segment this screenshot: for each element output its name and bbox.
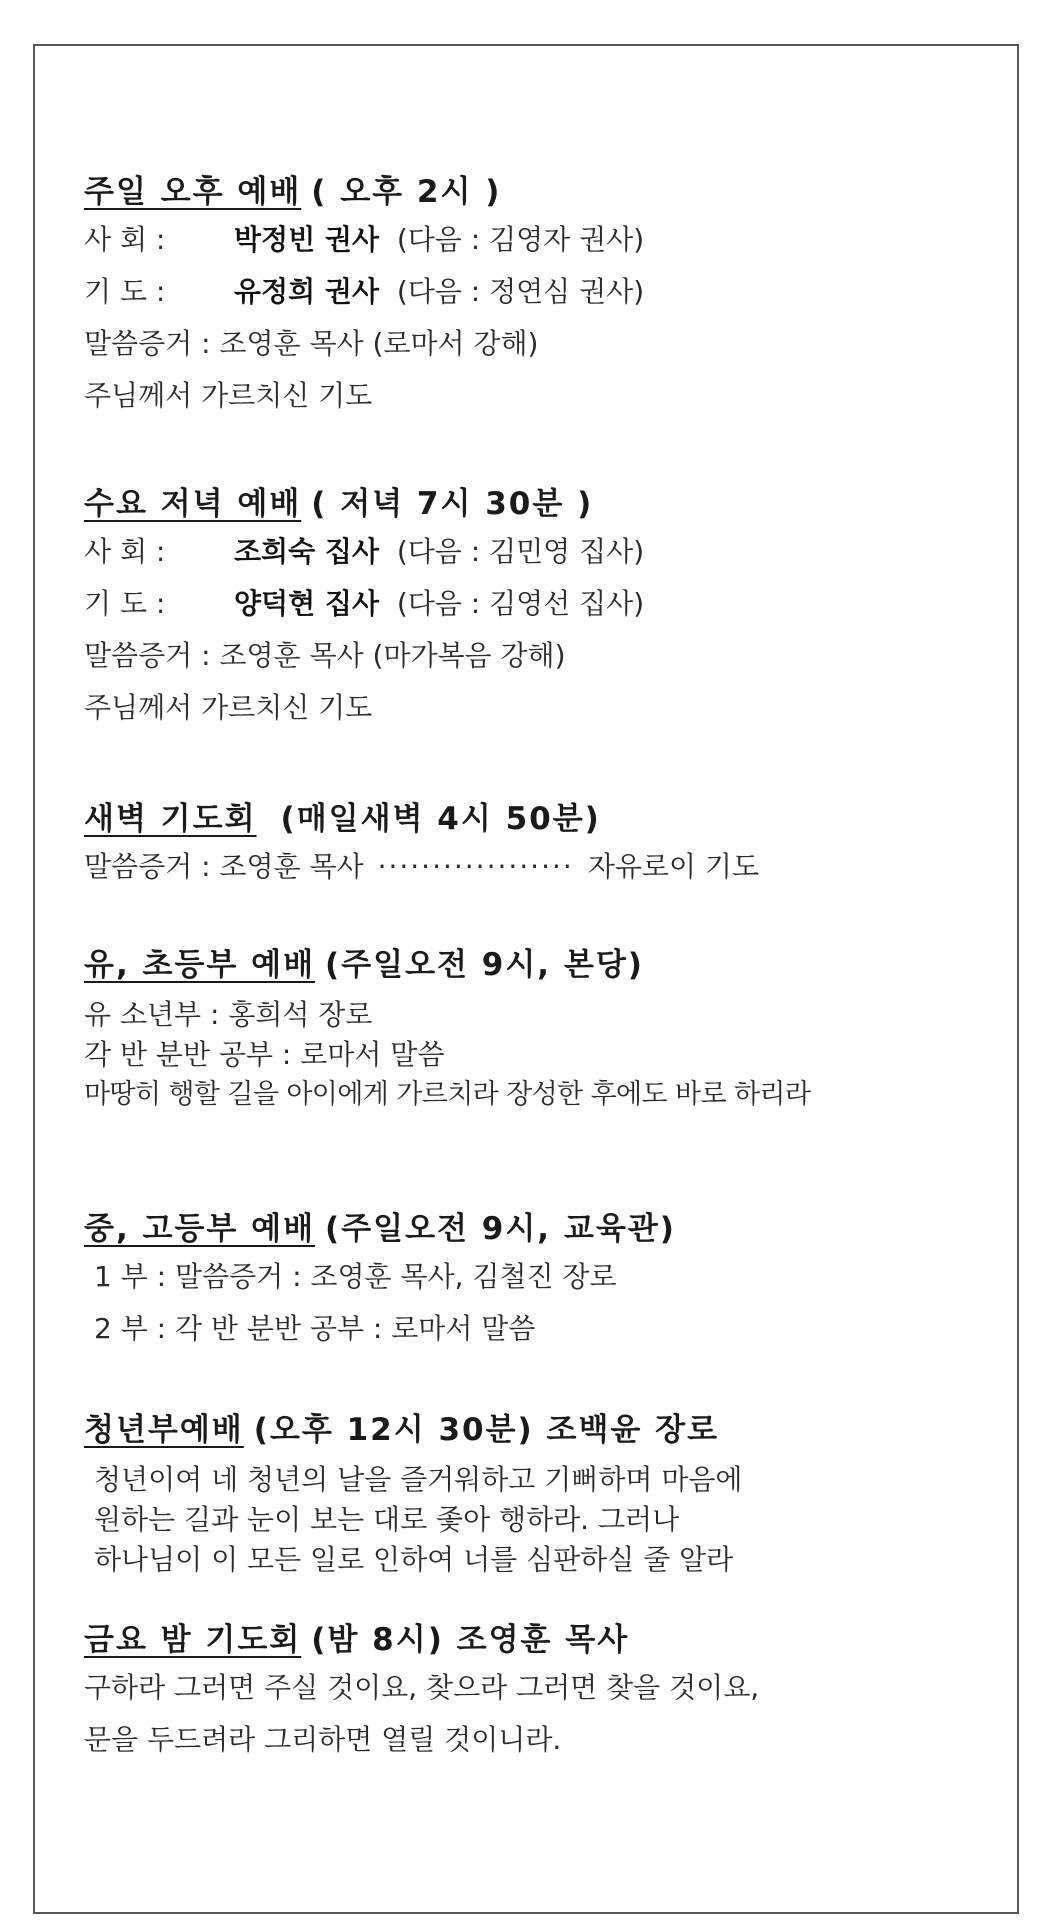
host-name: 박정빈 권사	[234, 223, 379, 256]
host-line	[84, 214, 993, 266]
host-next: (다음 : 김영자 권사)	[396, 223, 645, 256]
section-time: (주일오전 9시, 교육관)	[325, 1211, 676, 1247]
prayer-label: 기 도 :	[84, 275, 166, 308]
verse-line: 청년이여 네 청년의 날을 즐거워하고 기뻐하며 마음에	[94, 1463, 743, 1496]
prayer-name: 양덕현 집사	[234, 587, 379, 620]
sermon-line: 말씀증거 : 조영훈 목사 (마가복음 강해)	[84, 639, 566, 672]
dawn-prayer-section	[84, 797, 993, 893]
prayer-name: 유정희 권사	[234, 275, 379, 308]
section-heading	[84, 797, 993, 841]
section-title: 금요 밤 기도회	[84, 1622, 302, 1658]
text-line: 유 소년부 : 홍희석 장로	[84, 998, 373, 1031]
section-time: ( 저녁 7시 30분 )	[311, 486, 594, 522]
host-label: 사 회 :	[84, 535, 166, 568]
text-line: 1 부 : 말씀증거 : 조영훈 목사, 김철진 장로	[94, 1260, 617, 1293]
secondary-section	[84, 1207, 993, 1355]
section-title: 수요 저녁 예배	[84, 486, 302, 522]
host-line	[84, 526, 993, 578]
host-next: (다음 : 김민영 집사)	[396, 535, 645, 568]
section-time: (주일오전 9시, 본당)	[325, 947, 644, 983]
section-time: (매일새벽 4시 50분)	[280, 801, 601, 837]
host-name: 조희숙 집사	[234, 535, 379, 568]
leader-dots: ··················	[377, 850, 574, 883]
section-heading	[84, 1408, 993, 1452]
verse-line: 구하라 그러면 주실 것이요, 찾으라 그러면 찾을 것이요,	[84, 1671, 760, 1704]
sermon-line	[84, 841, 993, 893]
section-time: ( 오후 2시 )	[311, 174, 502, 210]
section-heading	[84, 170, 993, 214]
wednesday-evening-section	[84, 482, 993, 734]
section-time: (밤 8시) 조영훈 목사	[311, 1622, 630, 1658]
section-heading	[84, 1618, 993, 1662]
section-title: 유, 초등부 예배	[84, 947, 316, 983]
verse-line: 마땅히 행할 길을 아이에게 가르치라 장성한 후에도 바로 하리라	[84, 1079, 811, 1110]
sunday-afternoon-section	[84, 170, 993, 422]
host-label: 사 회 :	[84, 223, 166, 256]
section-time: (오후 12시 30분) 조백윤 장로	[253, 1412, 720, 1448]
verse-line: 하나님이 이 모든 일로 인하여 너를 심판하실 줄 알라	[94, 1543, 734, 1576]
text-line: 2 부 : 각 반 분반 공부 : 로마서 말씀	[94, 1312, 536, 1345]
prayer-next: (다음 : 김영선 집사)	[396, 587, 645, 620]
verse-line: 원하는 길과 눈이 보는 대로 좇아 행하라. 그러나	[94, 1503, 680, 1536]
section-heading	[84, 482, 993, 526]
section-heading	[84, 943, 993, 987]
closing-line: 주님께서 가르치신 기도	[84, 379, 373, 412]
after-text: 자유로이 기도	[587, 850, 759, 883]
text-line: 각 반 분반 공부 : 로마서 말씀	[84, 1038, 445, 1071]
section-title: 청년부예배	[84, 1412, 244, 1448]
section-title: 주일 오후 예배	[84, 174, 302, 210]
verse-line: 문을 두드려라 그리하면 열릴 것이니라.	[84, 1723, 562, 1756]
prayer-next: (다음 : 정연심 권사)	[396, 275, 645, 308]
sermon-line: 말씀증거 : 조영훈 목사 (로마서 강해)	[84, 327, 539, 360]
closing-line: 주님께서 가르치신 기도	[84, 691, 373, 724]
section-heading	[84, 1207, 993, 1251]
prayer-label: 기 도 :	[84, 587, 166, 620]
elementary-section	[84, 943, 993, 1115]
prayer-line	[84, 266, 993, 318]
sermon-text: 말씀증거 : 조영훈 목사	[84, 850, 364, 883]
section-title: 새벽 기도회	[84, 801, 257, 837]
friday-prayer-section	[84, 1618, 993, 1766]
section-title: 중, 고등부 예배	[84, 1211, 316, 1247]
youth-section	[84, 1408, 993, 1580]
prayer-line	[84, 578, 993, 630]
